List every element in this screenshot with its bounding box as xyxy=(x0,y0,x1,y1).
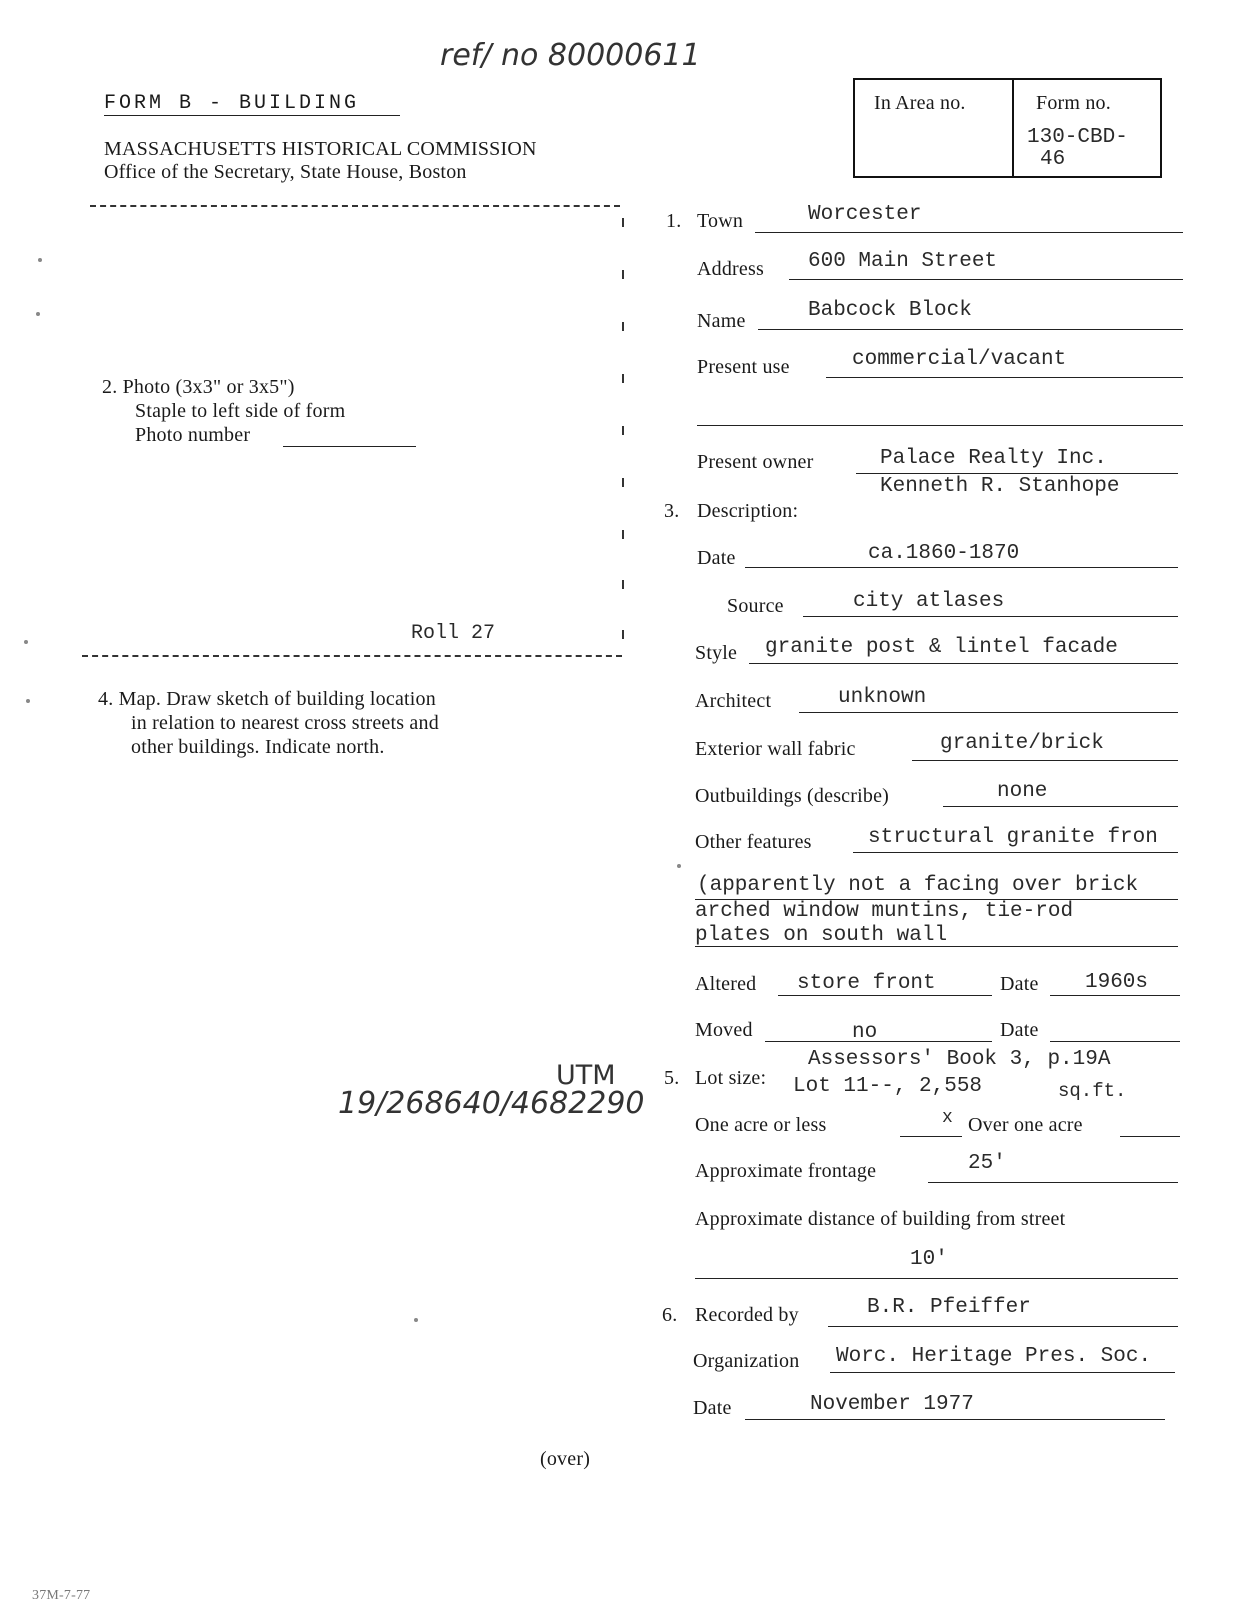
town-value[interactable]: Worcester xyxy=(808,203,922,226)
photo-number-field[interactable] xyxy=(283,446,416,447)
present-owner-value[interactable]: Palace Realty Inc. xyxy=(880,447,1107,470)
photo-border-tick xyxy=(622,218,624,227)
recorded-date-field[interactable] xyxy=(745,1419,1165,1420)
form-no-value-line1[interactable]: 130-CBD- xyxy=(1027,126,1128,149)
address-field[interactable] xyxy=(789,279,1183,280)
office-address: Office of the Secretary, State House, Boston xyxy=(104,161,467,183)
photo-border-tick xyxy=(622,580,624,589)
recorded-by-number: 6. xyxy=(662,1304,678,1326)
organization-label: Organization xyxy=(693,1350,800,1372)
lot-size-number: 5. xyxy=(664,1067,680,1089)
outbuildings-field[interactable] xyxy=(943,806,1178,807)
photo-staple-instruction: Staple to left side of form xyxy=(135,400,346,422)
lot-assessors-value[interactable]: Assessors' Book 3, p.19A xyxy=(808,1048,1111,1071)
map-instruction-line2: in relation to nearest cross streets and xyxy=(131,712,439,734)
organization-value[interactable]: Worc. Heritage Pres. Soc. xyxy=(836,1345,1152,1368)
wall-fabric-label: Exterior wall fabric xyxy=(695,738,856,760)
present-owner-field[interactable] xyxy=(856,473,1178,474)
area-no-label: In Area no. xyxy=(874,92,966,114)
present-use-label: Present use xyxy=(697,356,790,378)
build-date-field[interactable] xyxy=(745,567,1178,568)
recorded-date-value[interactable]: November 1977 xyxy=(810,1393,974,1416)
photo-area-top-border xyxy=(90,205,620,207)
name-value[interactable]: Babcock Block xyxy=(808,299,972,322)
moved-label: Moved xyxy=(695,1019,753,1041)
altered-date-label: Date xyxy=(1000,973,1039,995)
present-owner-contact[interactable]: Kenneth R. Stanhope xyxy=(880,475,1120,498)
altered-label: Altered xyxy=(695,973,757,995)
address-value[interactable]: 600 Main Street xyxy=(808,250,998,273)
id-box-divider xyxy=(1012,80,1014,176)
frontage-label: Approximate frontage xyxy=(695,1160,877,1182)
photo-area-bottom-border xyxy=(82,655,622,657)
scan-speck xyxy=(414,1318,418,1322)
altered-date-value[interactable]: 1960s xyxy=(1085,971,1149,994)
style-value[interactable]: granite post & lintel facade xyxy=(765,636,1118,659)
form-no-value-line2[interactable]: 46 xyxy=(1040,148,1066,171)
photo-border-tick xyxy=(622,270,624,279)
other-features-value-line3[interactable]: arched window muntins, tie-rod xyxy=(695,900,1074,923)
architect-label: Architect xyxy=(695,690,772,712)
altered-date-field[interactable] xyxy=(1050,995,1180,996)
altered-value[interactable]: store front xyxy=(797,972,936,995)
photo-border-tick xyxy=(622,426,624,435)
map-instruction-line3: other buildings. Indicate north. xyxy=(131,736,385,758)
other-features-value-line2[interactable]: (apparently not a facing over brick xyxy=(697,874,1139,897)
architect-value[interactable]: unknown xyxy=(838,686,927,709)
build-date-label: Date xyxy=(697,547,736,569)
recorded-by-value[interactable]: B.R. Pfeiffer xyxy=(867,1296,1031,1319)
photo-number-label: Photo number xyxy=(135,424,251,446)
altered-field[interactable] xyxy=(778,995,992,996)
form-title-underline xyxy=(104,115,400,116)
style-field[interactable] xyxy=(749,663,1178,664)
acre-over-field[interactable] xyxy=(1120,1136,1180,1137)
photo-border-tick xyxy=(622,530,624,539)
frontage-field[interactable] xyxy=(928,1182,1178,1183)
present-owner-label: Present owner xyxy=(697,451,814,473)
map-label: 4. Map. Draw sketch of building location xyxy=(98,688,436,710)
scan-speck xyxy=(36,312,40,316)
description-number: 3. xyxy=(664,500,680,522)
outbuildings-label: Outbuildings (describe) xyxy=(695,785,890,807)
recorded-by-label: Recorded by xyxy=(695,1304,799,1326)
photo-border-tick xyxy=(622,630,624,639)
wall-fabric-value[interactable]: granite/brick xyxy=(940,732,1104,755)
moved-field[interactable] xyxy=(765,1041,992,1042)
scan-speck xyxy=(38,258,42,262)
scan-speck xyxy=(677,864,681,868)
outbuildings-value[interactable]: none xyxy=(997,780,1048,803)
distance-label: Approximate distance of building from street xyxy=(695,1208,1066,1230)
form-print-code: 37M-7-77 xyxy=(32,1588,91,1603)
other-features-value-line1[interactable]: structural granite fron xyxy=(868,826,1158,849)
other-features-field[interactable] xyxy=(853,852,1178,853)
scan-speck xyxy=(24,640,28,644)
moved-date-label: Date xyxy=(1000,1019,1039,1041)
photo-roll-number: Roll 27 xyxy=(411,622,496,645)
recorded-date-label: Date xyxy=(693,1397,732,1419)
wall-fabric-field[interactable] xyxy=(912,760,1178,761)
moved-date-field[interactable] xyxy=(1050,1041,1180,1042)
present-use-value[interactable]: commercial/vacant xyxy=(852,348,1067,371)
commission-name: MASSACHUSETTS HISTORICAL COMMISSION xyxy=(104,138,537,160)
form-title: FORM B - BUILDING xyxy=(104,92,360,115)
lot-size-value[interactable]: Lot 11--, 2,558 xyxy=(793,1075,983,1098)
recorded-by-field[interactable] xyxy=(828,1326,1178,1327)
name-label: Name xyxy=(697,310,746,332)
scan-speck xyxy=(26,699,30,703)
utm-coordinates: 19/268640/4682290 xyxy=(338,1086,645,1121)
source-value[interactable]: city atlases xyxy=(853,590,1005,613)
present-use-field[interactable] xyxy=(826,377,1183,378)
photo-border-tick xyxy=(622,478,624,487)
town-field[interactable] xyxy=(755,232,1183,233)
other-features-value-line4[interactable]: plates on south wall xyxy=(695,924,948,947)
acre-less-field[interactable] xyxy=(900,1136,962,1137)
utm-label: UTM xyxy=(556,1060,616,1091)
name-field[interactable] xyxy=(758,329,1183,330)
present-use-field-line2[interactable] xyxy=(697,425,1183,426)
form-no-label: Form no. xyxy=(1036,92,1111,114)
town-number: 1. xyxy=(666,210,682,232)
style-label: Style xyxy=(695,642,738,664)
source-field[interactable] xyxy=(803,616,1178,617)
other-features-label: Other features xyxy=(695,831,812,853)
frontage-value[interactable]: 25' xyxy=(968,1152,1006,1175)
distance-field[interactable] xyxy=(695,1278,1178,1279)
photo-label: 2. Photo (3x3" or 3x5") xyxy=(102,376,295,398)
description-label: Description: xyxy=(697,500,799,522)
source-label: Source xyxy=(727,595,784,617)
acre-over-label: Over one acre xyxy=(968,1114,1083,1136)
architect-field[interactable] xyxy=(799,712,1178,713)
distance-value[interactable]: 10' xyxy=(910,1248,948,1271)
acre-less-check[interactable]: x xyxy=(942,1108,953,1128)
town-label: Town xyxy=(697,210,744,232)
lot-size-unit: sq.ft. xyxy=(1058,1080,1127,1102)
over-note: (over) xyxy=(540,1448,591,1470)
lot-size-label: Lot size: xyxy=(695,1067,767,1089)
build-date-value[interactable]: ca.1860-1870 xyxy=(868,542,1020,565)
organization-field[interactable] xyxy=(830,1372,1175,1373)
moved-value[interactable]: no xyxy=(852,1021,878,1044)
handwritten-reference-note: ref/ no 80000611 xyxy=(440,38,701,73)
photo-border-tick xyxy=(622,374,624,383)
photo-border-tick xyxy=(622,322,624,331)
address-label: Address xyxy=(697,258,764,280)
acre-less-label: One acre or less xyxy=(695,1114,827,1136)
